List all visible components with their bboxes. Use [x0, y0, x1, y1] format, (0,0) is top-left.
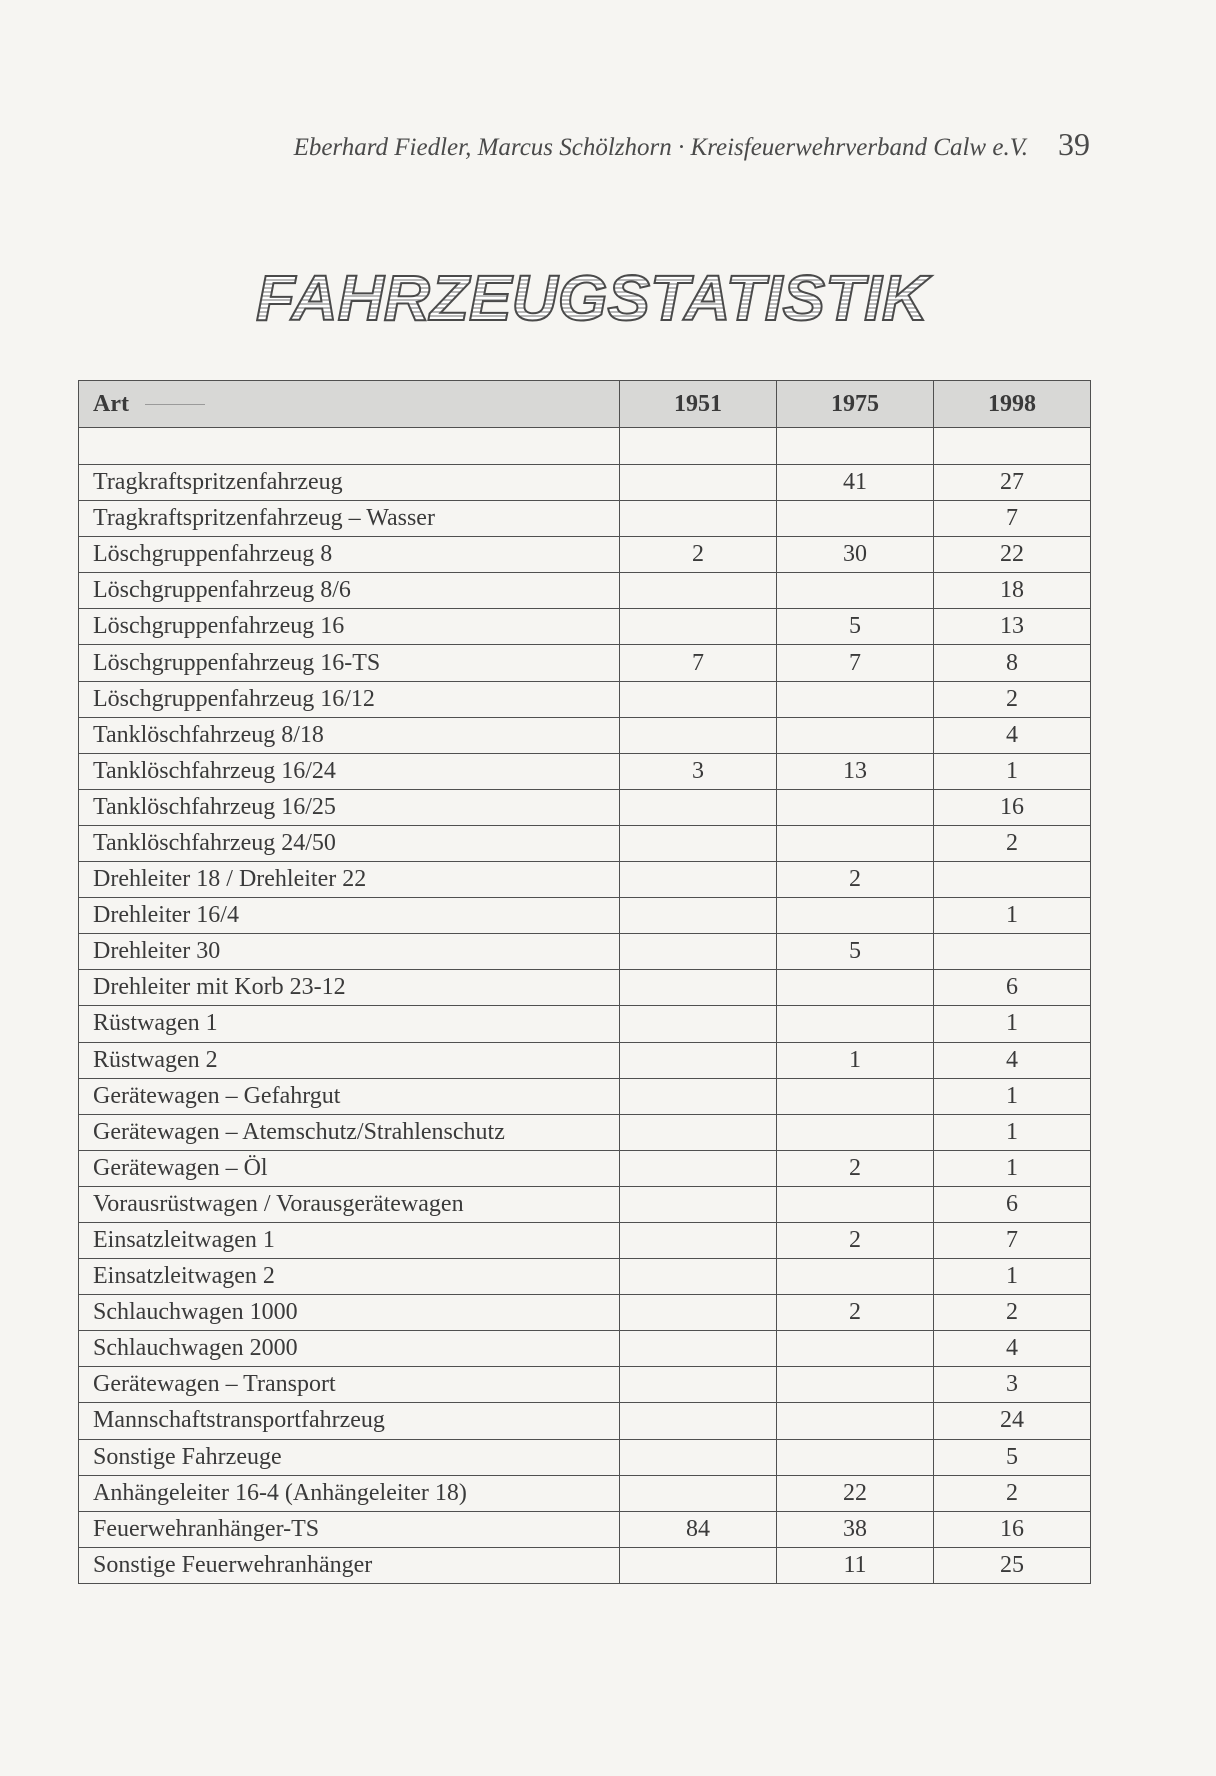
- table-row: [79, 717, 1091, 753]
- vehicle-type-cell: Tanklöschfahrzeug 16/24: [79, 753, 620, 789]
- table-cell: [934, 428, 1091, 465]
- vehicle-type-cell: Tanklöschfahrzeug 16/25: [79, 789, 620, 825]
- vehicle-type-cell: Anhängeleiter 16-4 (Anhängeleiter 18): [79, 1475, 620, 1511]
- count-cell: 2: [777, 1150, 934, 1186]
- count-cell: [620, 1150, 777, 1186]
- table-row: [79, 573, 1091, 609]
- count-cell: 1: [934, 1259, 1091, 1295]
- table-row: [79, 537, 1091, 573]
- count-cell: 38: [777, 1511, 934, 1547]
- count-cell: 41: [777, 465, 934, 501]
- vehicle-type-cell: Feuerwehranhänger-TS: [79, 1511, 620, 1547]
- count-cell: 1: [934, 898, 1091, 934]
- vehicle-type-cell: Drehleiter mit Korb 23-12: [79, 970, 620, 1006]
- table-row: [79, 753, 1091, 789]
- count-cell: 16: [934, 789, 1091, 825]
- vehicle-type-cell: Sonstige Feuerwehranhänger: [79, 1547, 620, 1583]
- vehicle-type-cell: Einsatzleitwagen 2: [79, 1259, 620, 1295]
- count-cell: 3: [934, 1367, 1091, 1403]
- count-cell: [620, 1042, 777, 1078]
- vehicle-type-cell: Einsatzleitwagen 1: [79, 1222, 620, 1258]
- count-cell: 2: [934, 1295, 1091, 1331]
- vehicle-type-cell: Tanklöschfahrzeug 24/50: [79, 825, 620, 861]
- column-header-art-label: Art: [93, 390, 129, 417]
- vehicle-type-cell: Tanklöschfahrzeug 8/18: [79, 717, 620, 753]
- vehicle-type-cell: Sonstige Fahrzeuge: [79, 1439, 620, 1475]
- title-text: FAHRZEUGSTATISTIK: [256, 262, 933, 328]
- count-cell: [777, 1259, 934, 1295]
- count-cell: 6: [934, 1186, 1091, 1222]
- count-cell: 2: [934, 681, 1091, 717]
- count-cell: 3: [620, 753, 777, 789]
- count-cell: 7: [777, 645, 934, 681]
- table-row: [79, 1403, 1091, 1439]
- count-cell: [777, 825, 934, 861]
- table-row: [79, 465, 1091, 501]
- table-row: [79, 1259, 1091, 1295]
- column-header-1975: 1975: [777, 381, 934, 428]
- vehicle-type-cell: Drehleiter 18 / Drehleiter 22: [79, 862, 620, 898]
- count-cell: 2: [777, 1222, 934, 1258]
- vehicle-type-cell: Vorausrüstwagen / Vorausgerätewagen: [79, 1186, 620, 1222]
- count-cell: [620, 573, 777, 609]
- count-cell: [777, 789, 934, 825]
- count-cell: [620, 862, 777, 898]
- count-cell: 4: [934, 1042, 1091, 1078]
- count-cell: 16: [934, 1511, 1091, 1547]
- count-cell: 2: [620, 537, 777, 573]
- vehicle-type-cell: Drehleiter 16/4: [79, 898, 620, 934]
- table-row: [79, 1114, 1091, 1150]
- table-row: [79, 1186, 1091, 1222]
- vehicle-type-cell: Gerätewagen – Transport: [79, 1367, 620, 1403]
- count-cell: 2: [777, 1295, 934, 1331]
- count-cell: 5: [777, 934, 934, 970]
- table-row: [79, 501, 1091, 537]
- count-cell: [620, 1475, 777, 1511]
- vehicle-type-cell: Mannschaftstransportfahrzeug: [79, 1403, 620, 1439]
- count-cell: 2: [777, 862, 934, 898]
- count-cell: 1: [934, 1006, 1091, 1042]
- count-cell: [934, 934, 1091, 970]
- count-cell: [777, 1114, 934, 1150]
- count-cell: [620, 1186, 777, 1222]
- count-cell: 1: [934, 1078, 1091, 1114]
- vehicle-statistics-table: [78, 380, 1091, 1584]
- vehicle-type-cell: Gerätewagen – Atemschutz/Strahlenschutz: [79, 1114, 620, 1150]
- count-cell: [620, 1331, 777, 1367]
- table-cell: [79, 428, 620, 465]
- count-cell: 7: [934, 501, 1091, 537]
- count-cell: 6: [934, 970, 1091, 1006]
- vehicle-type-cell: Rüstwagen 2: [79, 1042, 620, 1078]
- table-row: [79, 1078, 1091, 1114]
- running-header: [0, 126, 1090, 163]
- table-row: [79, 825, 1091, 861]
- count-cell: [777, 1367, 934, 1403]
- count-cell: [620, 1259, 777, 1295]
- count-cell: [620, 898, 777, 934]
- count-cell: 1: [934, 753, 1091, 789]
- count-cell: [777, 501, 934, 537]
- table-row: [79, 645, 1091, 681]
- table-header-row: [79, 381, 1091, 428]
- count-cell: [620, 1547, 777, 1583]
- count-cell: [620, 970, 777, 1006]
- header-authors: Eberhard Fiedler, Marcus Schölzhorn · Kreisfeuerwehrverband Calw e.V.: [293, 134, 1028, 161]
- count-cell: 5: [934, 1439, 1091, 1475]
- page-number: 39: [1058, 126, 1090, 162]
- header-rule: [145, 404, 205, 405]
- table-body: [79, 428, 1091, 1584]
- count-cell: [620, 1403, 777, 1439]
- table-row: [79, 789, 1091, 825]
- vehicle-type-cell: Gerätewagen – Gefahrgut: [79, 1078, 620, 1114]
- count-cell: 1: [934, 1114, 1091, 1150]
- table-row: [79, 1367, 1091, 1403]
- count-cell: [777, 717, 934, 753]
- count-cell: [777, 1439, 934, 1475]
- vehicle-statistics-table-wrapper: [78, 380, 1090, 1584]
- count-cell: 24: [934, 1403, 1091, 1439]
- count-cell: [620, 1295, 777, 1331]
- table-row: [79, 1042, 1091, 1078]
- title-graphic: [256, 262, 936, 328]
- count-cell: [777, 898, 934, 934]
- vehicle-type-cell: Löschgruppenfahrzeug 8/6: [79, 573, 620, 609]
- count-cell: [777, 1078, 934, 1114]
- vehicle-type-cell: Löschgruppenfahrzeug 8: [79, 537, 620, 573]
- count-cell: 2: [934, 825, 1091, 861]
- page-title: [256, 262, 936, 328]
- count-cell: [620, 1439, 777, 1475]
- count-cell: 27: [934, 465, 1091, 501]
- column-header-1951: 1951: [620, 381, 777, 428]
- table-row: [79, 1331, 1091, 1367]
- count-cell: [777, 1186, 934, 1222]
- table-row: [79, 609, 1091, 645]
- count-cell: 7: [620, 645, 777, 681]
- count-cell: [620, 681, 777, 717]
- count-cell: [777, 1006, 934, 1042]
- table-row: [79, 934, 1091, 970]
- vehicle-type-cell: Schlauchwagen 1000: [79, 1295, 620, 1331]
- table-row: [79, 1295, 1091, 1331]
- count-cell: 13: [934, 609, 1091, 645]
- table-row: [79, 1150, 1091, 1186]
- vehicle-type-cell: Tragkraftspritzenfahrzeug – Wasser: [79, 501, 620, 537]
- table-row: [79, 1547, 1091, 1583]
- count-cell: [777, 1331, 934, 1367]
- count-cell: [777, 1403, 934, 1439]
- count-cell: 22: [777, 1475, 934, 1511]
- count-cell: 1: [934, 1150, 1091, 1186]
- count-cell: [620, 1078, 777, 1114]
- count-cell: [934, 862, 1091, 898]
- column-header-art: [79, 381, 620, 428]
- count-cell: 2: [934, 1475, 1091, 1511]
- count-cell: [620, 1367, 777, 1403]
- table-row: [79, 862, 1091, 898]
- count-cell: 18: [934, 573, 1091, 609]
- count-cell: [620, 501, 777, 537]
- count-cell: 7: [934, 1222, 1091, 1258]
- count-cell: [620, 934, 777, 970]
- vehicle-type-cell: Drehleiter 30: [79, 934, 620, 970]
- vehicle-type-cell: Tragkraftspritzenfahrzeug: [79, 465, 620, 501]
- vehicle-type-cell: Löschgruppenfahrzeug 16/12: [79, 681, 620, 717]
- table-row: [79, 970, 1091, 1006]
- vehicle-type-cell: Schlauchwagen 2000: [79, 1331, 620, 1367]
- count-cell: [620, 789, 777, 825]
- table-cell: [620, 428, 777, 465]
- count-cell: [620, 609, 777, 645]
- vehicle-type-cell: Löschgruppenfahrzeug 16: [79, 609, 620, 645]
- count-cell: 5: [777, 609, 934, 645]
- table-cell: [777, 428, 934, 465]
- count-cell: [620, 825, 777, 861]
- table-row: [79, 898, 1091, 934]
- table-row: [79, 1475, 1091, 1511]
- count-cell: 11: [777, 1547, 934, 1583]
- table-row: [79, 1511, 1091, 1547]
- count-cell: [777, 573, 934, 609]
- count-cell: 22: [934, 537, 1091, 573]
- vehicle-type-cell: Löschgruppenfahrzeug 16-TS: [79, 645, 620, 681]
- count-cell: [620, 1114, 777, 1150]
- table-row: [79, 1006, 1091, 1042]
- table-row: [79, 1222, 1091, 1258]
- count-cell: 1: [777, 1042, 934, 1078]
- count-cell: 13: [777, 753, 934, 789]
- count-cell: [620, 1222, 777, 1258]
- count-cell: 84: [620, 1511, 777, 1547]
- count-cell: 8: [934, 645, 1091, 681]
- vehicle-type-cell: Rüstwagen 1: [79, 1006, 620, 1042]
- count-cell: [620, 717, 777, 753]
- count-cell: [777, 970, 934, 1006]
- count-cell: [620, 1006, 777, 1042]
- count-cell: 4: [934, 717, 1091, 753]
- count-cell: 4: [934, 1331, 1091, 1367]
- column-header-1998: 1998: [934, 381, 1091, 428]
- count-cell: [777, 681, 934, 717]
- vehicle-type-cell: Gerätewagen – Öl: [79, 1150, 620, 1186]
- table-spacer-row: [79, 428, 1091, 465]
- count-cell: [620, 465, 777, 501]
- count-cell: 30: [777, 537, 934, 573]
- count-cell: 25: [934, 1547, 1091, 1583]
- table-row: [79, 681, 1091, 717]
- table-row: [79, 1439, 1091, 1475]
